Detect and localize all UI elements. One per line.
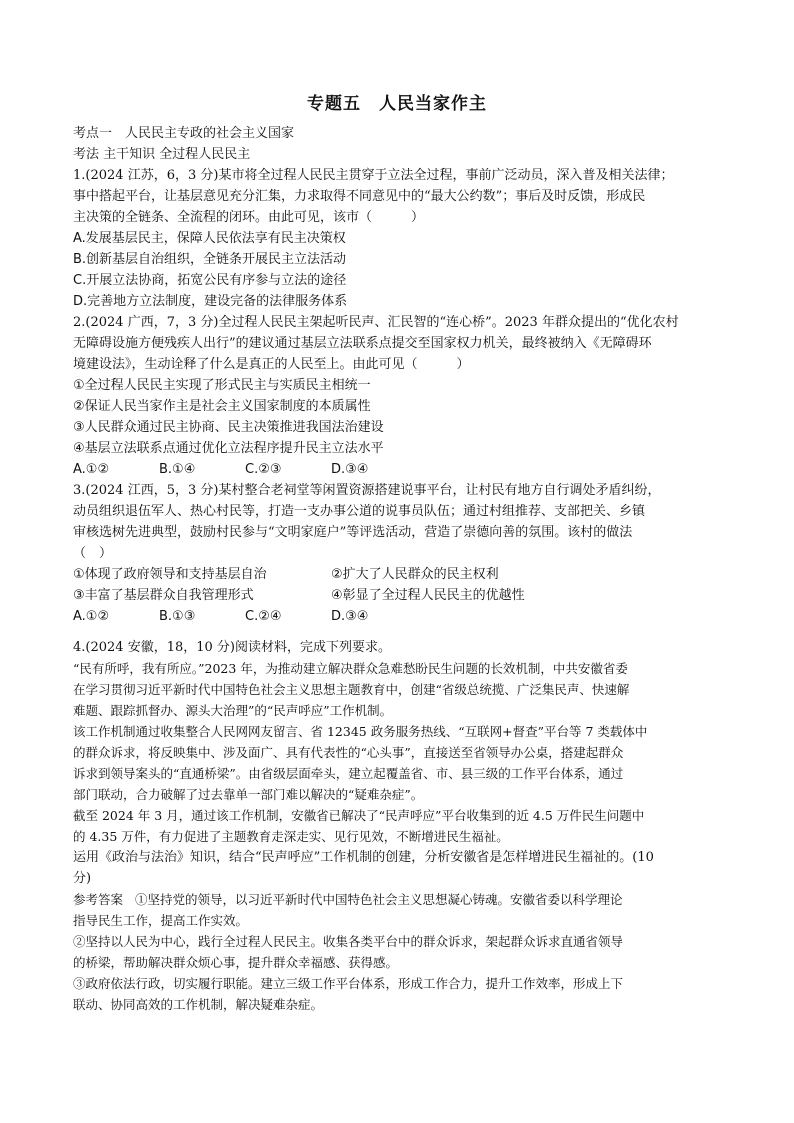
answer-label: 参考答案 [73,892,124,907]
q1-option-c: C.开展立法协商，拓宽公民有序参与立法的途径 [73,273,347,288]
q3-items-row-2 [73,585,733,606]
q4-requirement-line: 分) [73,871,92,886]
q3-option-c: C.②④ [245,609,282,624]
q2-item-2: ②保证人民当家作主是社会主义国家制度的本质属性 [73,399,371,414]
q1-stem-line: 主决策的全链条、全流程的闭环。由此可见，该市（ ） [73,210,425,225]
page-title: 专题五 人民当家作主 [307,94,487,114]
q2-stem-line: 境建设法》，生动诠释了什么是真正的人民至上。由此可见（ ） [73,357,470,372]
q4-material-line: 的 4.35 万件，有力促进了主题教育走深走实、见行见效，不断增进民生福祉。 [73,829,509,844]
question-2 [73,312,733,480]
q2-option-c: C.②③ [245,462,282,477]
q1-stem-line: 1.(2024 江苏，6，3 分)某市将全过程人民民主贯穿于立法全过程，事前广泛动员，深入普及相关法律； [73,168,674,183]
q1-option-d: D.完善地方立法制度，建设完备的法律服务体系 [73,294,348,309]
q4-answer-line: ②坚持以人民为中心，践行全过程人民民主。收集各类平台中的群众诉求，架起群众诉求直通省领导 [73,934,624,949]
q3-options [73,606,733,627]
q4-stem: 4.(2024 安徽，18，10 分)阅读材料，完成下列要求。 [73,640,391,655]
kaofa-heading: 考法 主干知识 全过程人民民主 [73,147,251,162]
q4-answer-line: 指导民生工作，提高工作实效。 [73,913,249,928]
q4-answer-line: 联动、协同高效的工作机制，解决疑难杂症。 [73,997,324,1012]
q3-item-3: ③丰富了基层群众自我管理形式 [73,588,254,603]
q3-option-b: B.①③ [159,609,196,624]
q2-option-d: D.③④ [331,462,369,477]
q4-requirement-line: 运用《政治与法治》知识，结合“民声呼应”工作机制的创建，分析安徽省是怎样增进民生福祉的。(10 [73,850,654,865]
q4-material-line: 诉求到领导案头的“直通桥梁”。由省级层面牵头，建立起覆盖省、市、县三级的工作平台体系，通过 [73,766,624,781]
q3-option-a: A.①② [73,609,110,624]
q3-item-4: ④彰显了全过程人民民主的优越性 [331,588,525,603]
q4-material-line: 截至 2024 年 3 月，通过该工作机制，安徽省已解决了“民声呼应”平台收集到的近 4.5 万件民生问题中 [73,808,645,823]
q2-item-1: ①全过程人民民主实现了形式民主与实质民主相统一 [73,378,371,393]
q3-stem-line: （ ） [73,546,113,561]
q2-item-4: ④基层立法联系点通过优化立法程序提升民主立法水平 [73,441,384,456]
q3-option-d: D.③④ [331,609,369,624]
q4-material-line: 在学习贯彻习近平新时代中国特色社会主义思想主题教育中，创建“省级总统揽、广泛集民声、快速解 [73,682,630,697]
q1-stem-line: 事中搭起平台，让基层意见充分汇集，力求取得不同意见中的“最大公约数”；事后及时反馈，形成民 [73,189,646,204]
q2-option-a: A.①② [73,462,110,477]
q1-option-a: A.发展基层民主，保障人民依法享有民主决策权 [73,231,346,246]
q3-item-1: ①体现了政府领导和支持基层自治 [73,567,267,582]
q3-items-row-1 [73,564,733,585]
question-4 [73,637,733,1015]
q2-option-b: B.①④ [159,462,196,477]
q4-answer-line: ③政府依法行政，切实履行职能。建立三级工作平台体系，形成工作合力，提升工作效率，形成上下 [73,976,624,991]
q1-option-b: B.创新基层自治组织，全链条开展民主立法活动 [73,252,347,267]
q4-material-line: 该工作机制通过收集整合人民网网友留言、省 12345 政务服务热线、“互联网+督查”平台等 7 类载体中 [73,724,648,739]
q3-item-2: ②扩大了人民群众的民主权利 [331,567,499,582]
q4-material-line: 部门联动，合力破解了过去靠单一部门难以解决的“疑难杂症”。 [73,787,424,802]
q4-answer-line: 的桥梁，帮助解决群众烦心事，提升群众幸福感、获得感。 [73,955,399,970]
q2-stem-line: 无障碍设施方便残疾人出行”的建议通过基层立法联系点提交至国家权力机关，最终被纳入《无障碍环 [73,336,652,351]
q4-material-line: “民有所呼，我有所应。”2023 年，为推动建立解决群众急难愁盼民生问题的长效机制，中共安徽省委 [73,661,628,676]
question-3 [73,480,733,627]
q3-stem-line: 3.(2024 江西，5，3 分)某村整合老祠堂等闲置资源搭建说事平台，让村民有地方自行调处矛盾纠纷， [73,483,661,498]
answer-text: ①坚持党的领导，以习近平新时代中国特色社会主义思想凝心铸魂。安徽省委以科学理论 [134,892,623,907]
question-1 [73,165,733,312]
q2-stem-line: 2.(2024 广西，7，3 分)全过程人民民主架起听民声、汇民智的“连心桥”。2023 年群众提出的“优化农村 [73,315,679,330]
q4-material-line: 难题、跟踪抓督办、源头大治理”的“民声呼应”工作机制。 [73,703,393,718]
q4-material-line: 的群众诉求，将反映集中、涉及面广、具有代表性的“心头事”，直接送至省领导办公桌，搭建起群众 [73,745,624,760]
q4-answer-line [73,889,733,910]
q2-options [73,459,733,480]
q2-item-3: ③人民群众通过民主协商、民主决策推进我国法治建设 [73,420,384,435]
q3-stem-line: 审核选树先进典型，鼓励村民参与“文明家庭户”等评选活动，营造了崇德向善的氛围。该村的做法 [73,525,633,540]
q3-stem-line: 动员组织退伍军人、热心村民等，打造一支办事公道的说事员队伍；通过村组推荐、支部把关、乡镇 [73,504,646,519]
kaodian-heading: 考点一 人民民主专政的社会主义国家 [73,126,295,141]
document-body [73,123,733,1015]
